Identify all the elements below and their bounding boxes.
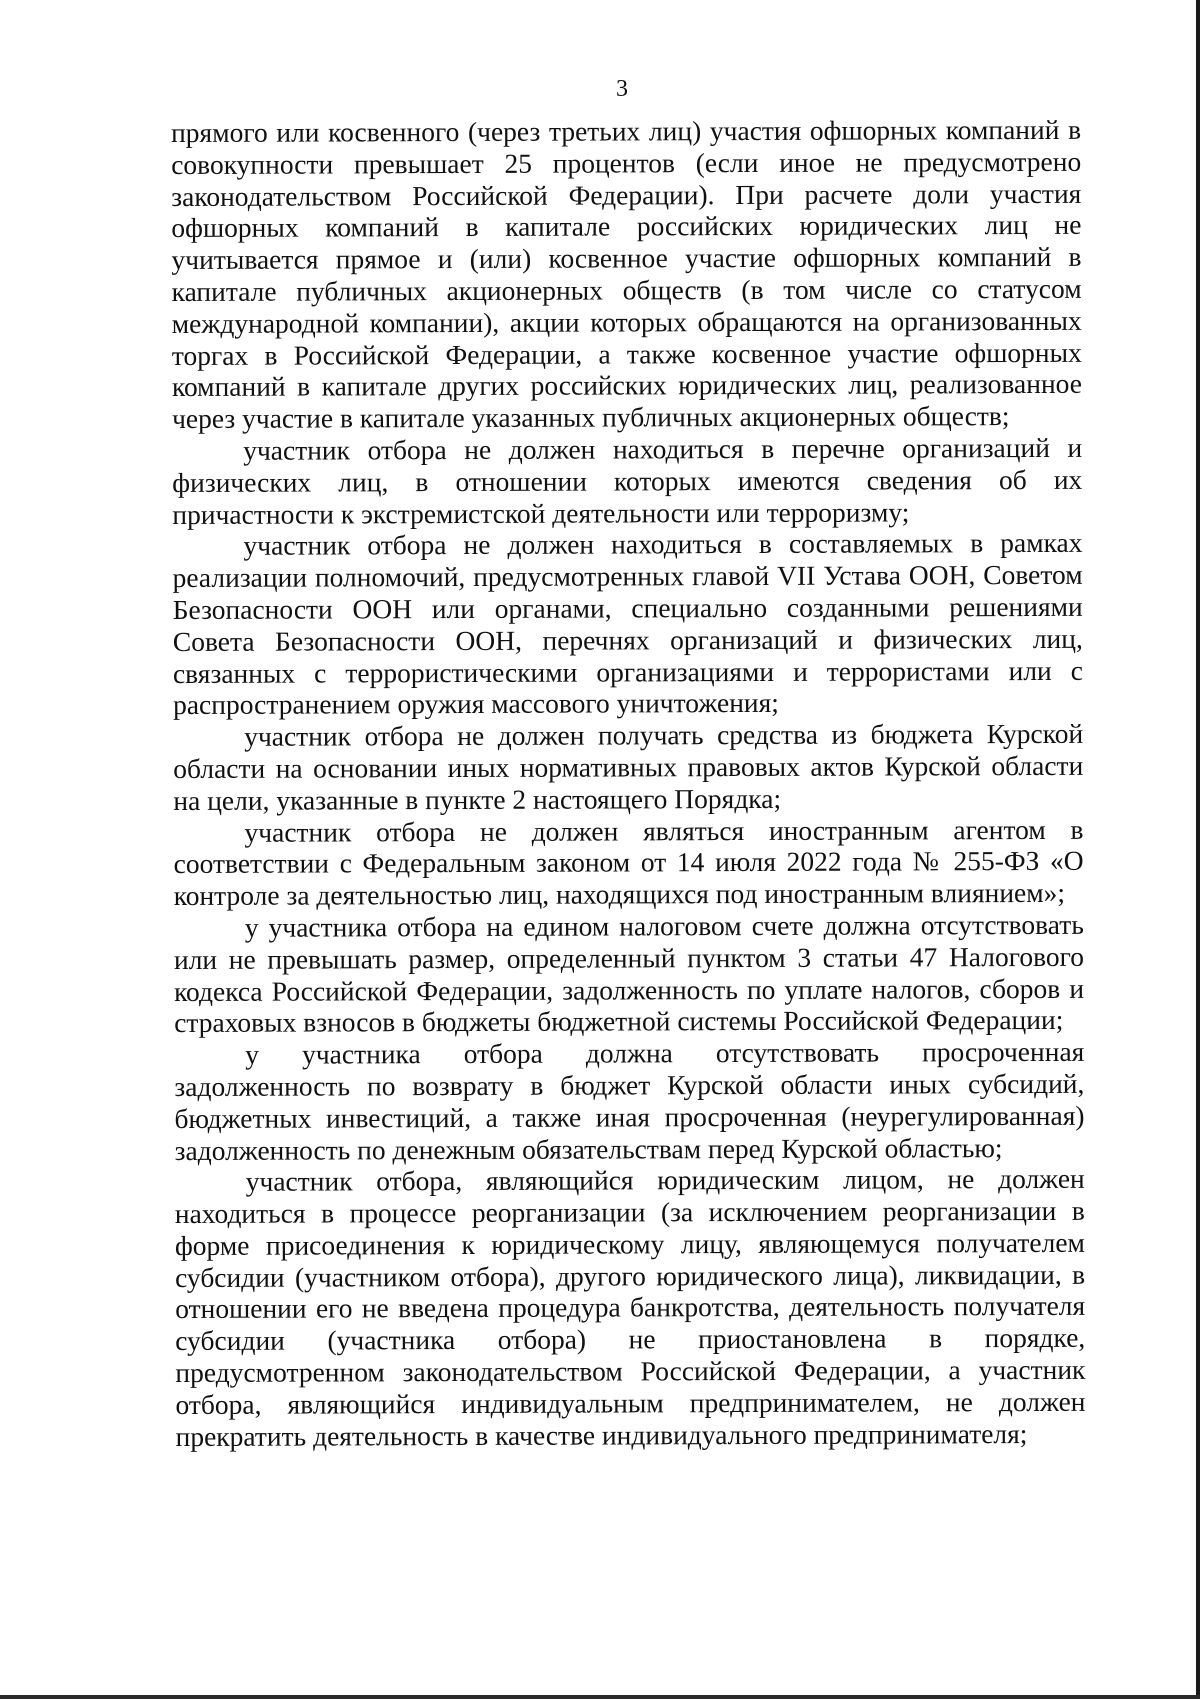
document-body [171,114,1086,1453]
paragraph-8: участник отбора, являющийся юридическим лицом, не должен находиться в процессе реорганизации (за исключением реорганизации в форме присоединения к юридическому лицу, являющемуся получателем субсидии (участником отбора), другого юридического лица), ликвидации, в отношении его не введена процедура банкротства, деятельность получателя субсидии (участника отбора) не приостановлена в порядке, предусмотренном законодательством Российской Федерации, а участник отбора, являющийся индивидуальным предпринимателем, не должен прекратить деятельность в качестве индивидуального предпринимателя; [174,1163,1086,1452]
scan-edge-bottom [0,1695,1200,1699]
scan-edge-right [1196,0,1200,1699]
paragraph-4: участник отбора не должен получать средства из бюджета Курской области на основании иных нормативных правовых актов Курской области на цели, указанные в пункте 2 настоящего Порядка; [173,717,1084,816]
page-number: 3 [616,76,628,102]
paragraph-2: участник отбора не должен находиться в перечне организаций и физических лиц, в отношении которых имеются сведения об их причастности к экстремистской деятельности или терроризму; [172,431,1083,530]
paragraph-1: прямого или косвенного (через третьих лиц) участия офшорных компаний в совокупности превышает 25 процентов (если иное не предусмотрено законодательством Российской Федерации). При расчете доли участия офшорных компаний в капитале российских юридических лиц не учитывается прямое и (или) косвенное участие офшорных компаний в капитале публичных акционерных обществ (в том числе со статусом международной компании), акции которых обращаются на организованных торгах в Российской Федерации, а также косвенное участие офшорных компаний в капитале других российских юридических лиц, реализованное через участие в капитале указанных публичных акционерных обществ; [171,113,1082,435]
paragraph-7: у участника отбора должна отсутствовать просроченная задолженность по возврату в бюджет Курской области иных субсидий, бюджетных инвестиций, а также иная просроченная (неурегулированная) задолженность по денежным обязательствам перед Курской областью; [174,1035,1085,1166]
paragraph-6: у участника отбора на едином налоговом счете должна отсутствовать или не превышать размер, определенный пунктом 3 статьи 47 Налогового кодекса Российской Федерации, задолженность по уплате налогов, сборов и страховых взносов в бюджеты бюджетной системы Российской Федерации; [173,908,1085,1039]
paragraph-5: участник отбора не должен являться иностранным агентом в соответствии с Федеральным законом от 14 июля 2022 года № 255-ФЗ «О контроле за деятельностью лиц, находящихся под иностранным влиянием»; [173,813,1084,912]
paragraph-3: участник отбора не должен находиться в составляемых в рамках реализации полномочий, предусмотренных главой VII Устава ООН, Советом Безопасности ООН или органами, специально созданными решениями Совета Безопасности ООН, перечнях организаций и физических лиц, связанных с террористическими организациями и террористами или с распространением оружия массового уничтожения; [172,527,1083,721]
